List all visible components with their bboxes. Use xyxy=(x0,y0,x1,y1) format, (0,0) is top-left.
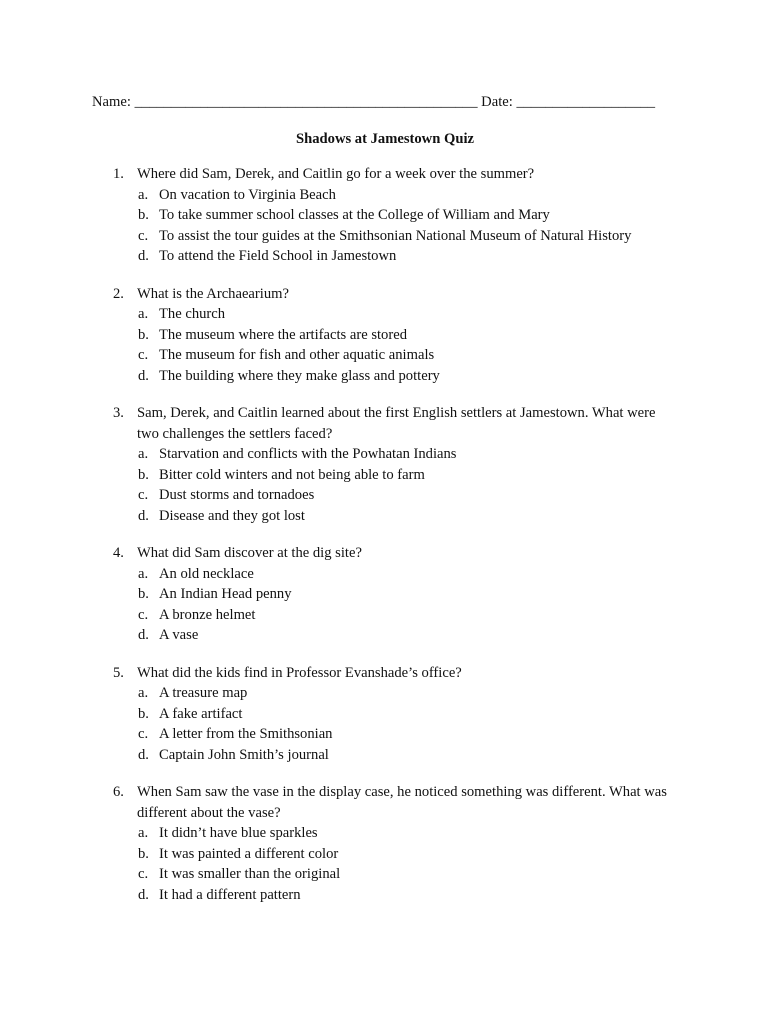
option-list xyxy=(0,185,770,267)
option-b xyxy=(138,584,679,605)
option-c xyxy=(138,864,679,885)
question-number: 1. xyxy=(113,166,124,182)
question-1 xyxy=(0,164,770,267)
option-list xyxy=(0,823,770,905)
question-text: Sam, Derek, and Caitlin learned about the first English settlers at Jamestown. What were two challenges the settlers faced? xyxy=(137,405,656,442)
option-letter: d. xyxy=(138,248,149,264)
question-4 xyxy=(0,543,770,646)
option-c xyxy=(138,345,679,366)
option-list xyxy=(0,444,770,526)
option-b xyxy=(138,325,679,346)
question-number: 3. xyxy=(113,405,124,421)
option-text: An old necklace xyxy=(159,565,254,582)
option-text: It had a different pattern xyxy=(159,886,301,903)
option-c xyxy=(138,226,679,247)
question-list xyxy=(0,164,770,922)
option-letter: a. xyxy=(138,446,149,462)
option-letter: d. xyxy=(138,507,149,524)
option-letter: b. xyxy=(138,466,149,483)
date-blank: ___________________ xyxy=(516,94,656,110)
option-a xyxy=(138,683,679,704)
date-label: Date: xyxy=(481,94,513,110)
option-text: A treasure map xyxy=(159,685,248,701)
option-c xyxy=(138,485,679,506)
option-letter: c. xyxy=(138,866,149,882)
question-number: 5. xyxy=(113,664,124,681)
option-letter: a. xyxy=(138,186,149,203)
option-text: To assist the tour guides at the Smithsonian National Museum of Natural History xyxy=(159,227,632,244)
option-d xyxy=(138,745,679,766)
option-text: On vacation to Virginia Beach xyxy=(159,186,336,203)
option-text: Disease and they got lost xyxy=(159,507,305,524)
name-label: Name: xyxy=(92,94,131,110)
option-b xyxy=(138,704,679,725)
option-b xyxy=(138,465,679,486)
question-2 xyxy=(0,284,770,387)
option-d xyxy=(138,366,679,387)
option-letter: b. xyxy=(138,207,149,223)
option-a xyxy=(138,823,679,844)
option-letter: b. xyxy=(138,705,149,722)
option-text: The museum for fish and other aquatic animals xyxy=(159,347,435,363)
option-letter: b. xyxy=(138,845,149,862)
option-letter: d. xyxy=(138,367,149,384)
option-a xyxy=(138,185,679,206)
option-list xyxy=(0,564,770,646)
question-text: Where did Sam, Derek, and Caitlin go for a week over the summer? xyxy=(137,166,535,182)
option-c xyxy=(138,605,679,626)
option-text: A bronze helmet xyxy=(159,606,256,623)
option-c xyxy=(138,724,679,745)
option-letter: c. xyxy=(138,227,149,244)
question-6 xyxy=(0,782,770,905)
option-text: A vase xyxy=(159,627,199,643)
option-d xyxy=(138,625,679,646)
option-letter: c. xyxy=(138,487,149,503)
option-a xyxy=(138,304,679,325)
option-d xyxy=(138,885,679,906)
option-text: A letter from the Smithsonian xyxy=(159,726,333,742)
question-text: What did Sam discover at the dig site? xyxy=(137,545,362,561)
option-letter: c. xyxy=(138,606,149,623)
question-number: 2. xyxy=(113,285,124,302)
option-d xyxy=(138,246,679,267)
option-letter: a. xyxy=(138,306,149,322)
option-text: Captain John Smith’s journal xyxy=(159,746,329,763)
option-text: Bitter cold winters and not being able to farm xyxy=(159,466,425,483)
option-d xyxy=(138,506,679,527)
question-number: 4. xyxy=(113,545,124,561)
option-list xyxy=(0,304,770,386)
option-list xyxy=(0,683,770,765)
option-b xyxy=(138,205,679,226)
name-date-line xyxy=(92,92,655,113)
option-text: To attend the Field School in Jamestown xyxy=(159,248,397,264)
option-text: The building where they make glass and pottery xyxy=(159,367,440,384)
option-a xyxy=(138,444,679,465)
option-letter: d. xyxy=(138,886,149,903)
question-text: When Sam saw the vase in the display case, he noticed something was different. What was different about the vase? xyxy=(137,784,667,821)
option-text: A fake artifact xyxy=(159,705,243,722)
page-title: Shadows at Jamestown Quiz xyxy=(296,131,474,147)
option-text: An Indian Head penny xyxy=(159,586,292,602)
question-text: What did the kids find in Professor Evanshade’s office? xyxy=(137,664,462,681)
option-letter: c. xyxy=(138,726,149,742)
option-letter: a. xyxy=(138,565,149,582)
option-letter: a. xyxy=(138,685,149,701)
option-text: Starvation and conflicts with the Powhatan Indians xyxy=(159,446,457,462)
option-letter: d. xyxy=(138,746,149,763)
option-letter: b. xyxy=(138,326,149,343)
question-number: 6. xyxy=(113,784,124,800)
option-text: It was smaller than the original xyxy=(159,866,341,882)
option-letter: b. xyxy=(138,586,149,602)
option-text: It was painted a different color xyxy=(159,845,339,862)
option-a xyxy=(138,564,679,585)
option-letter: c. xyxy=(138,347,149,363)
option-text: Dust storms and tornadoes xyxy=(159,487,315,503)
option-b xyxy=(138,844,679,865)
option-text: The church xyxy=(159,306,226,322)
question-3 xyxy=(0,403,770,526)
option-text: The museum where the artifacts are stored xyxy=(159,326,407,343)
option-letter: d. xyxy=(138,627,149,643)
question-text: What is the Archaearium? xyxy=(137,285,289,302)
question-5 xyxy=(0,663,770,766)
name-blank: _______________________________________________ xyxy=(134,94,478,110)
option-text: It didn’t have blue sparkles xyxy=(159,825,318,841)
option-letter: a. xyxy=(138,825,149,841)
option-text: To take summer school classes at the College of William and Mary xyxy=(159,207,550,223)
